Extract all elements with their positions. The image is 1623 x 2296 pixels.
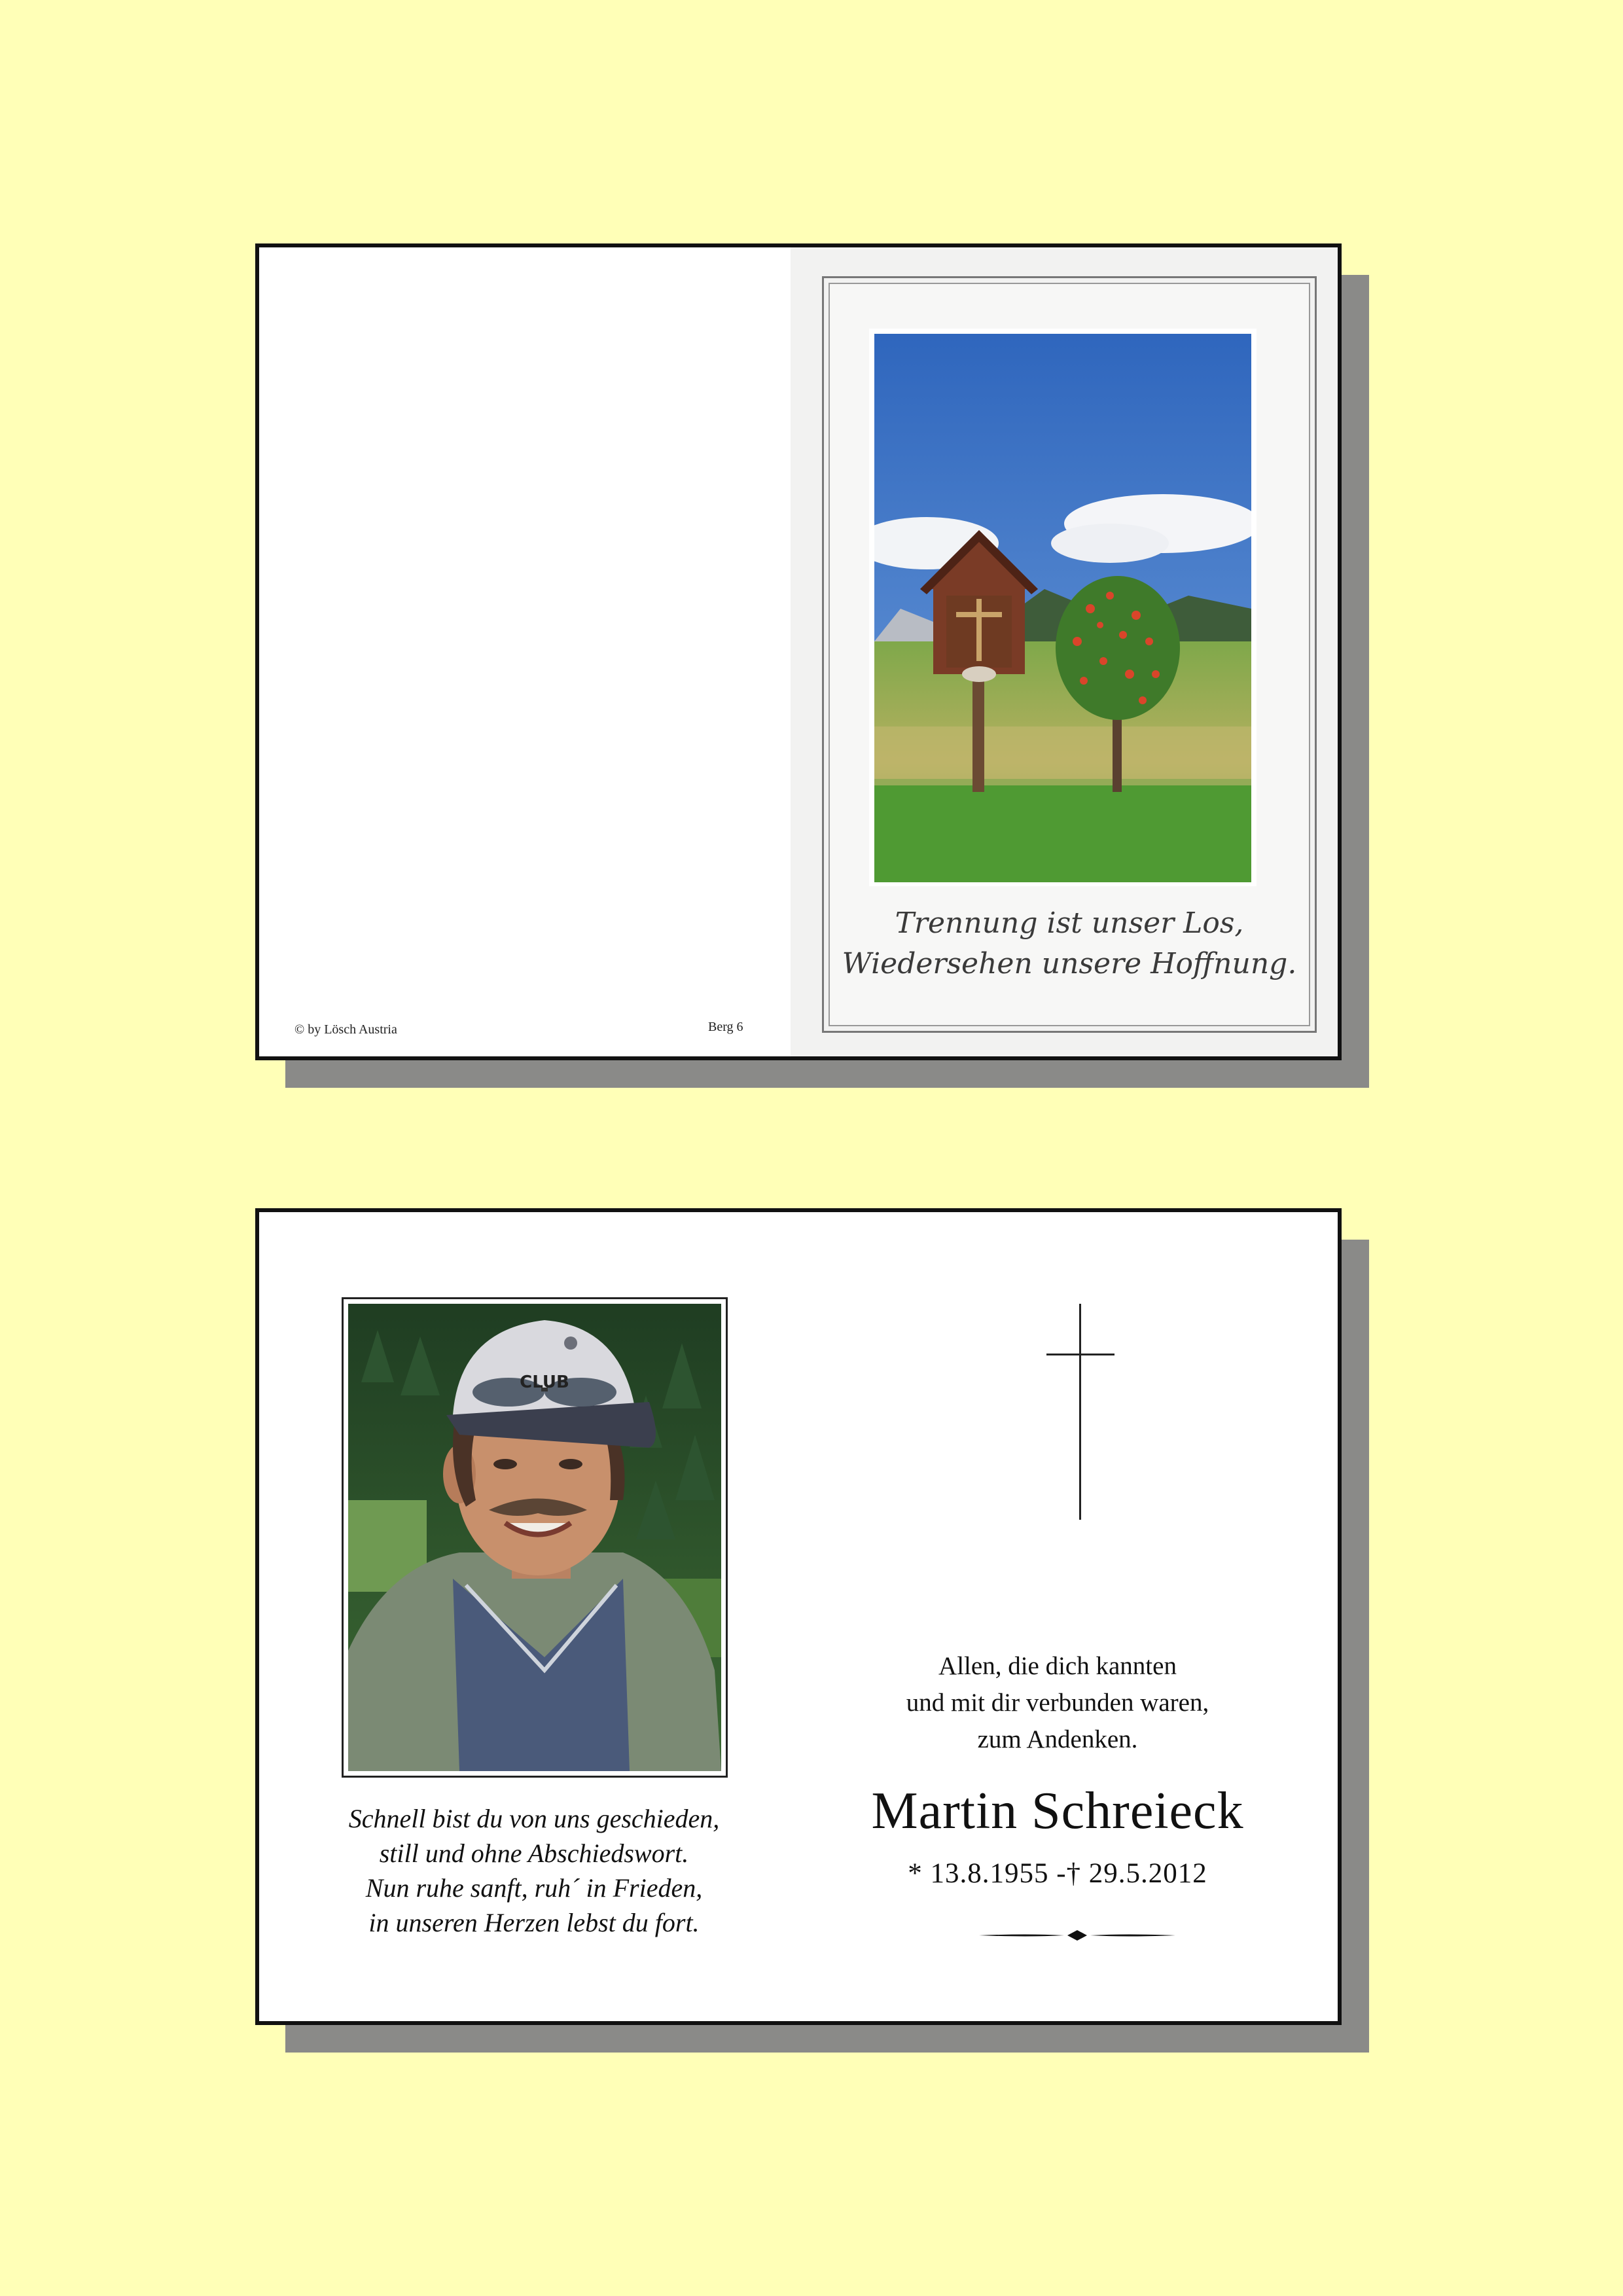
verse-line-1: Schnell bist du von uns geschieden, [348,1804,720,1833]
portrait-photo-icon [348,1304,721,1771]
deceased-name: Martin Schreieck [871,1782,1244,1840]
top-card [255,243,1342,1060]
cap-text: CLUB [520,1372,569,1392]
quote-line-2: Wiedersehen unsere Hoffnung. [842,947,1297,980]
dedication-line-3: zum Andenken. [977,1725,1138,1753]
copyright-text: © by Lösch Austria [294,1022,397,1037]
memorial-verse [298,1801,770,1940]
quote-line-1: Trennung ist unser Los, [895,906,1244,940]
life-dates: * 13.8.1955 -† 29.5.2012 [908,1858,1207,1889]
card-front-quote [835,903,1304,984]
wayside-crucifix-landscape-icon [874,334,1251,882]
verse-line-3: Nun ruhe sanft, ruh´ in Frieden, [365,1873,703,1903]
verse-line-2: still und ohne Abschiedswort. [379,1839,689,1868]
cross-icon [1044,1304,1116,1526]
dedication-text [796,1648,1319,1758]
dedication-line-1: Allen, die dich kannten [938,1652,1177,1680]
design-code-text: Berg 6 [708,1020,743,1034]
verse-line-4: in unseren Herzen lebst du fort. [368,1908,700,1937]
bottom-card [255,1208,1342,2025]
dedication-line-2: und mit dir verbunden waren, [906,1689,1209,1717]
divider-ornament-icon [979,1928,1175,1943]
